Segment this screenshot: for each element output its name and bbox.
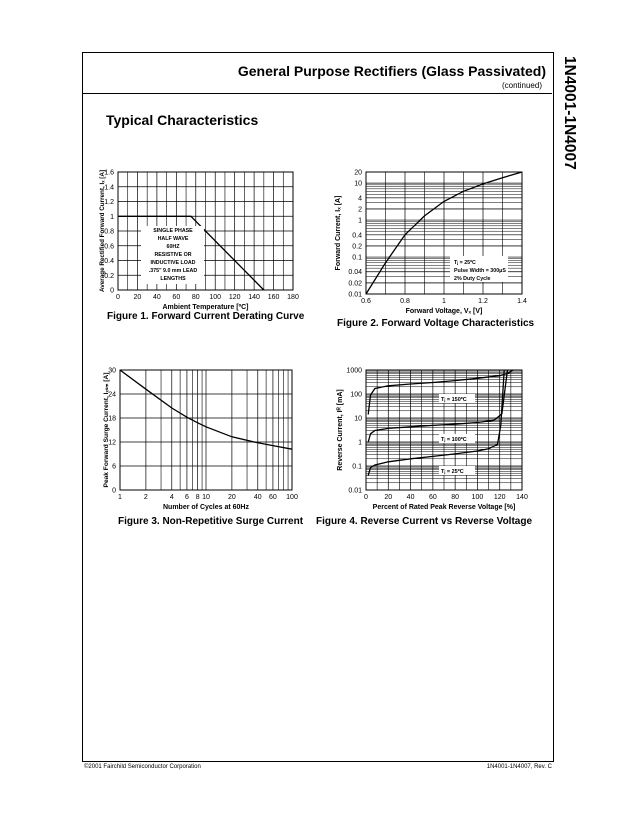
y-tick-label: 0.1 (352, 254, 362, 262)
annotation-text: 2% Duty Cycle (454, 276, 491, 282)
annotation-text: Pulse Width = 300μS (454, 268, 506, 274)
x-axis-label: Percent of Rated Peak Reverse Voltage [%] (372, 504, 516, 511)
x-tick-label: 40 (406, 494, 415, 501)
y-tick-label: 1 (358, 439, 362, 447)
x-tick-label: 4 (169, 494, 174, 501)
figure-1-caption: Figure 1. Forward Current Derating Curve (107, 311, 305, 322)
footer-revision: 1N4001-1N4007, Rev. C (486, 764, 552, 770)
series-label: Tⱼ = 25ºC (441, 469, 464, 475)
x-tick-label: 1.4 (517, 298, 527, 305)
y-tick-label: 6 (112, 463, 116, 471)
annotation-text: LENGTHS (160, 276, 186, 282)
x-tick-label: 2 (143, 494, 148, 501)
data-series-line (368, 370, 507, 442)
x-tick-label: 60 (269, 494, 277, 501)
x-tick-label: 0 (364, 494, 368, 501)
x-tick-label: 6 (184, 494, 189, 501)
x-tick-label: 40 (253, 494, 262, 501)
x-tick-label: 80 (451, 494, 460, 501)
x-tick-label: 100 (471, 494, 484, 501)
header-rule (82, 93, 552, 94)
figure-2-caption: Figure 2. Forward Voltage Characteristics (337, 318, 535, 329)
x-tick-label: 20 (133, 294, 142, 301)
x-tick-label: 140 (516, 494, 528, 501)
x-tick-label: 120 (228, 294, 241, 301)
annotation-text: SINGLE PHASE (153, 228, 193, 234)
y-tick-label: 0 (110, 287, 114, 295)
annotation-text: HALF WAVE (157, 236, 189, 242)
x-tick-label: 40 (152, 294, 161, 301)
y-axis-label: Peak Forward Surge Current, Iₓₛₘ [A] (103, 372, 110, 488)
x-tick-label: 120 (493, 494, 506, 501)
x-tick-label: 20 (384, 494, 393, 501)
y-axis-label: Average Rectified Forward Current, Iₓ [A] (99, 169, 106, 293)
y-tick-label: 1.4 (104, 184, 114, 192)
y-tick-label: 0.04 (348, 269, 362, 277)
y-tick-label: 0.4 (352, 232, 362, 240)
y-tick-label: 0.02 (348, 280, 362, 288)
y-tick-label: 0.8 (104, 228, 114, 236)
figure-3-chart (98, 360, 308, 520)
y-tick-label: 1 (358, 217, 362, 225)
annotation-text: INDUCTIVE LOAD (150, 260, 196, 266)
figure-1-chart (88, 160, 318, 310)
series-label: Tⱼ = 100ºC (441, 437, 467, 443)
y-tick-label: 12 (108, 439, 116, 447)
x-tick-label: 60 (428, 494, 437, 501)
y-tick-label: 10 (354, 415, 362, 423)
y-tick-label: 0 (112, 487, 116, 495)
y-tick-label: 24 (108, 391, 116, 399)
x-tick-label: 1 (118, 494, 122, 501)
x-tick-label: 0 (116, 294, 120, 301)
x-tick-label: 1.2 (478, 298, 488, 305)
y-tick-label: 0.01 (348, 291, 362, 299)
y-tick-label: 1.6 (104, 169, 114, 177)
y-tick-label: 1000 (346, 367, 362, 375)
x-axis-label: Number of Cycles at 60Hz (163, 504, 249, 511)
y-tick-label: 0.6 (104, 243, 114, 251)
figure-4-caption: Figure 4. Reverse Current vs Reverse Voltage (316, 516, 533, 527)
x-tick-label: 160 (267, 294, 280, 301)
annotation-text: 60HZ (166, 244, 180, 250)
x-tick-label: 10 (202, 494, 210, 501)
figure-3-caption: Figure 3. Non-Repetitive Surge Current (118, 516, 304, 527)
x-tick-label: 20 (227, 494, 236, 501)
y-tick-label: 1.2 (104, 199, 114, 206)
x-tick-label: 0.6 (361, 298, 371, 305)
x-tick-label: 180 (287, 294, 299, 301)
x-tick-label: 1 (442, 298, 446, 305)
data-series-line (368, 370, 513, 415)
y-tick-label: 20 (354, 169, 362, 177)
x-tick-label: 0.8 (400, 298, 410, 305)
y-tick-label: 100 (350, 391, 362, 399)
side-part-number-tab (558, 52, 580, 182)
x-tick-label: 100 (209, 294, 222, 301)
y-tick-label: 4 (358, 195, 362, 203)
series-label: Tⱼ = 150ºC (441, 397, 467, 403)
section-title: Typical Characteristics (106, 112, 259, 128)
y-tick-label: 18 (108, 415, 116, 423)
header-title: General Purpose Rectifiers (Glass Passivated) (237, 63, 546, 79)
y-tick-label: 0.2 (104, 272, 114, 280)
y-tick-label: 1 (110, 213, 114, 221)
side-part-number: 1N4001-1N4007 (561, 56, 578, 170)
x-tick-label: 60 (172, 294, 181, 301)
y-tick-label: 30 (108, 367, 116, 375)
y-tick-label: 0.1 (352, 463, 362, 471)
annotation-text: RESISTIVE OR (154, 252, 192, 258)
y-axis-label: Reverse Current, Iᴿ [mA] (337, 389, 344, 471)
annotation-text: .375" 9.0 mm LEAD (148, 268, 198, 274)
y-tick-label: 2 (358, 206, 362, 214)
y-tick-label: 0.01 (348, 487, 362, 495)
y-tick-label: 0.4 (104, 258, 114, 265)
x-axis-label: Ambient Temperature [ºC] (162, 304, 249, 311)
figure-2-chart (326, 160, 536, 320)
header-subtitle: (continued) (501, 81, 542, 90)
figure-4-chart (326, 360, 536, 520)
annotation-text: Tⱼ = 25ºC (454, 260, 476, 266)
y-tick-label: 0.2 (352, 243, 362, 251)
x-tick-label: 100 (286, 494, 298, 501)
x-tick-label: 8 (195, 494, 200, 501)
x-tick-label: 80 (191, 294, 200, 301)
footer-copyright: ©2001 Fairchild Semiconductor Corporation (84, 764, 201, 770)
x-axis-label: Forward Voltage, Vₓ [V] (405, 308, 483, 315)
y-tick-label: 10 (354, 180, 362, 188)
x-tick-label: 140 (248, 294, 260, 301)
y-axis-label: Forward Current, Iₓ [A] (335, 195, 342, 271)
